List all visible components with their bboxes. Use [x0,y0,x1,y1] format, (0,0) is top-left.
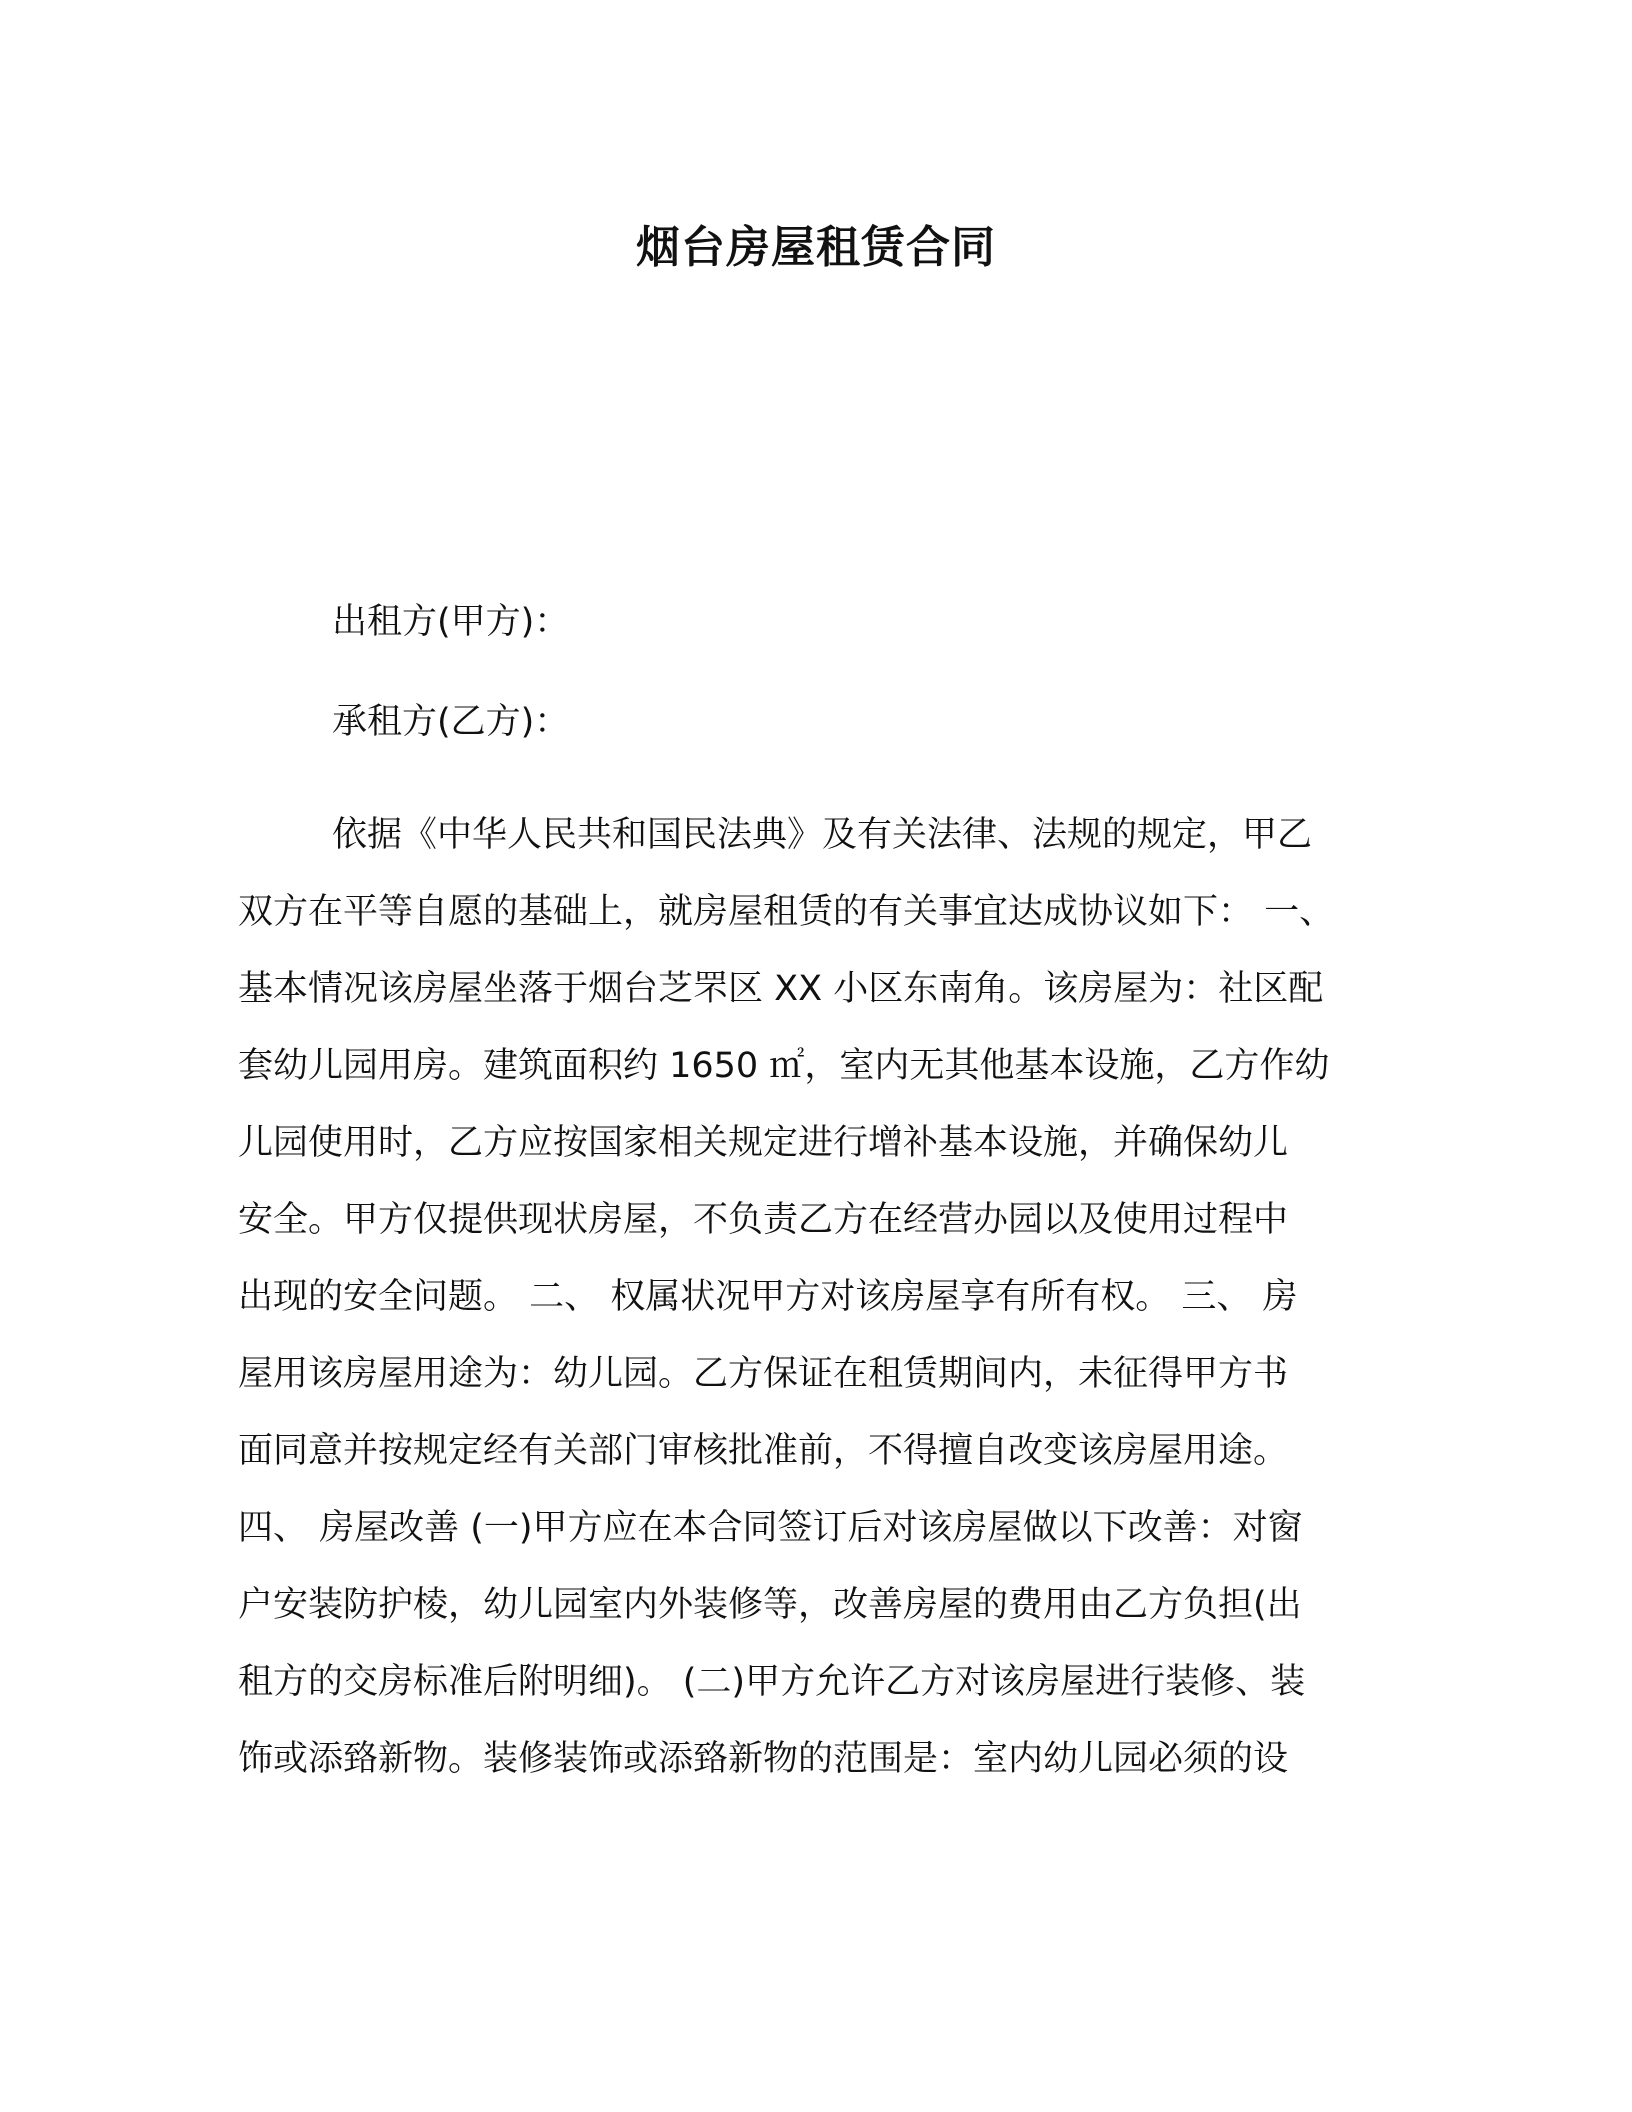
body-line: 儿园使用时，乙方应按国家相关规定进行增补基本设施，并确保幼儿 [238,1123,1289,1163]
body-line: 户安装防护棱，幼儿园室内外装修等，改善房屋的费用由乙方负担(出 [238,1585,1302,1625]
body-line: 四、 房屋改善 (一)甲方应在本合同签订后对该房屋做以下改善：对窗 [238,1508,1303,1548]
contract-body [238,797,1382,1798]
body-line: 套幼儿园用房。建筑面积约 1650 ㎡，室内无其他基本设施，乙方作幼 [238,1046,1330,1086]
body-line: 面同意并按规定经有关部门审核批准前，不得擅自改变该房屋用途。 [238,1431,1289,1471]
body-line: 出现的安全问题。 二、 权属状况甲方对该房屋享有所有权。 三、 房 [238,1277,1298,1317]
body-line: 屋用该房屋用途为：幼儿园。乙方保证在租赁期间内，未征得甲方书 [238,1354,1289,1394]
body-line: 依据《中华人民共和国民法典》及有关法律、法规的规定，甲乙 [332,815,1313,855]
body-line: 安全。甲方仅提供现状房屋，不负责乙方在经营办园以及使用过程中 [238,1200,1289,1240]
body-line: 租方的交房标准后附明细)。 (二)甲方允许乙方对该房屋进行装修、装 [238,1662,1306,1702]
document-title: 烟台房屋租赁合同 [636,222,996,273]
lessor-label: 出租方(甲方)： [332,602,570,642]
body-line: 饰或添臵新物。装修装饰或添臵新物的范围是：室内幼儿园必须的设 [238,1739,1289,1779]
body-line: 基本情况该房屋坐落于烟台芝罘区 XX 小区东南角。该房屋为：社区配 [238,969,1324,1009]
body-line: 双方在平等自愿的基础上，就房屋租赁的有关事宜达成协议如下： 一、 [238,892,1335,932]
lessee-label: 承租方(乙方)： [332,702,570,742]
